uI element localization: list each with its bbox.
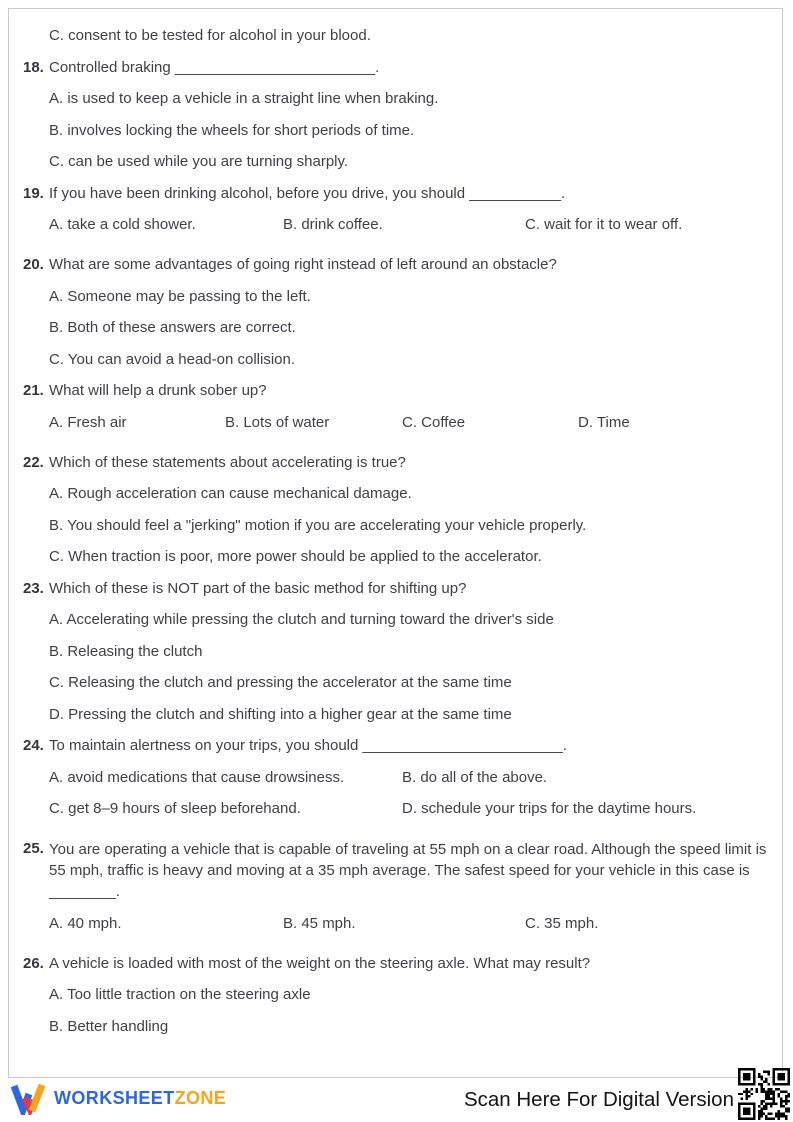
option: B. You should feel a "jerking" motion if you are accelerating your vehicle properly. (49, 516, 587, 534)
question-text-line: You are operating a vehicle that is capable of traveling at 55 mph on a clear road. Although the speed limit is (49, 841, 767, 858)
question-number: 18. (23, 58, 44, 76)
question-text: What are some advantages of going right instead of left around an obstacle? (49, 256, 557, 273)
options (49, 985, 772, 1037)
scan-here-text: Scan Here For Digital Version (463, 1088, 734, 1111)
option: B. do all of the above. (402, 768, 548, 786)
option: A. Rough acceleration can cause mechanical damage. (49, 485, 412, 502)
option: C. consent to be tested for alcohol in your blood. (49, 27, 371, 44)
option: A. take a cold shower. (49, 216, 196, 233)
option: D. Time (578, 413, 630, 431)
option: C. 35 mph. (525, 914, 599, 932)
question-text: If you have been drinking alcohol, before you drive, you should ___________. (49, 184, 566, 202)
option: B. drink coffee. (283, 216, 383, 233)
qr-code (738, 1068, 790, 1120)
options (49, 484, 772, 567)
worksheet-zone-logo (10, 1081, 226, 1115)
options (49, 610, 772, 725)
option: C. Coffee (402, 413, 466, 431)
question-number: 20. (23, 256, 44, 273)
options (49, 287, 772, 370)
question-24 (23, 736, 772, 831)
question-text (49, 839, 772, 902)
question-text-line: ________. (49, 883, 120, 900)
question-number: 24. (23, 737, 44, 754)
option: A. Accelerating while pressing the clutch and turning toward the driver's side (49, 611, 554, 628)
question-text: Controlled braking ________________________. (49, 58, 380, 76)
question-head (23, 579, 772, 599)
logo-text (54, 1088, 226, 1109)
question-25 (23, 839, 772, 945)
options (49, 215, 772, 247)
options (49, 89, 772, 172)
option: B. Both of these answers are correct. (49, 319, 296, 336)
question-text: To maintain alertness on your trips, you should ________________________. (49, 737, 567, 754)
option: D. schedule your trips for the daytime hours. (402, 800, 697, 817)
question-22 (23, 453, 772, 568)
option: C. When traction is poor, more power should be applied to the accelerator. (49, 548, 542, 565)
options (49, 768, 772, 831)
footer (0, 1078, 793, 1122)
question-head (23, 381, 772, 401)
worksheet-page (8, 8, 783, 1078)
logo-text-worksheet: WORKSHEET (54, 1087, 175, 1108)
options (49, 914, 772, 946)
option: A. is used to keep a vehicle in a straight line when braking. (49, 90, 439, 107)
question-text: What will help a drunk sober up? (49, 382, 267, 399)
question-text: A vehicle is loaded with most of the weight on the steering axle. What may result? (49, 954, 591, 972)
question-head (23, 58, 772, 78)
question-26 (23, 954, 772, 1037)
option: B. involves locking the wheels for short periods of time. (49, 121, 415, 139)
question-21 (23, 381, 772, 444)
question-number: 26. (23, 954, 44, 972)
question-23 (23, 579, 772, 725)
option: B. Better handling (49, 1017, 169, 1035)
question-number: 23. (23, 579, 44, 597)
question-head (23, 255, 772, 275)
options (49, 413, 772, 445)
option: A. 40 mph. (49, 914, 122, 932)
option: C. can be used while you are turning sharply. (49, 153, 349, 170)
option: B. Lots of water (225, 413, 330, 431)
option: B. Releasing the clutch (49, 642, 203, 660)
question-head (23, 184, 772, 204)
question-number: 19. (23, 184, 44, 202)
logo-text-zone: ZONE (174, 1087, 227, 1108)
question-19 (23, 184, 772, 247)
logo-w-icon (10, 1081, 46, 1115)
question-text: Which of these statements about accelerating is true? (49, 453, 406, 471)
question-18 (23, 58, 772, 173)
option: B. 45 mph. (283, 914, 356, 932)
option: A. avoid medications that cause drowsiness. (49, 768, 345, 786)
question-number: 22. (23, 453, 44, 471)
option: C. wait for it to wear off. (525, 216, 683, 233)
question-text-line: 55 mph, traffic is heavy and moving at a 35 mph average. The safest speed for your vehicle in this case is (49, 862, 750, 879)
option: C. get 8–9 hours of sleep beforehand. (49, 800, 301, 817)
question-head (23, 453, 772, 473)
option: D. Pressing the clutch and shifting into a higher gear at the same time (49, 705, 512, 723)
question-head (23, 954, 772, 974)
option: A. Fresh air (49, 413, 127, 431)
question-text: Which of these is NOT part of the basic method for shifting up? (49, 579, 467, 597)
question-20 (23, 255, 772, 370)
question-number: 25. (23, 840, 44, 857)
option: A. Too little traction on the steering axle (49, 986, 311, 1003)
question-head (23, 736, 772, 756)
option: A. Someone may be passing to the left. (49, 287, 311, 305)
question-head (23, 839, 772, 902)
option: C. You can avoid a head-on collision. (49, 350, 296, 368)
option: C. Releasing the clutch and pressing the accelerator at the same time (49, 674, 512, 691)
question-number: 21. (23, 382, 44, 399)
